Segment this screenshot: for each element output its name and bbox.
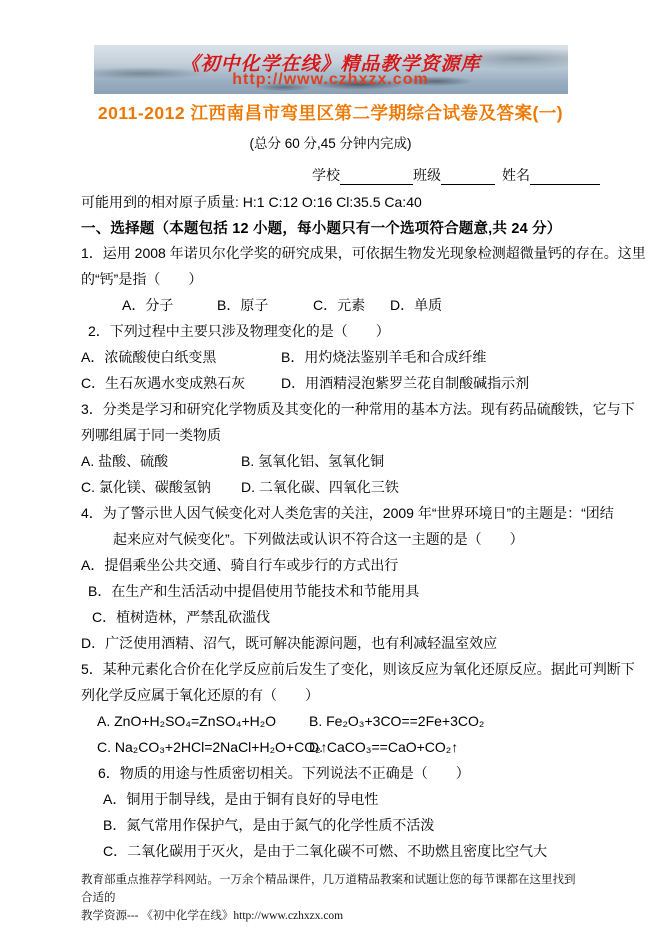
question-2 <box>81 318 580 396</box>
banner-site-title: 《初中化学在线》精品教学资源库 <box>180 54 481 75</box>
question-3-stem-line-1: 3．分类是学习和研究化学物质及其变化的一种常用的基本方法。现有药品硫酸铁，它与下 <box>81 401 635 417</box>
question-2-option-c: C．生石灰遇水变成熟石灰 <box>81 375 246 391</box>
question-5-option-a: A. ZnO+H₂SO₄=ZnSO₄+H₂O <box>97 713 277 729</box>
question-1-option-c: C．元素 <box>313 297 366 313</box>
question-5-stem-line-2: 列化学反应属于氧化还原的有（ ） <box>81 687 319 703</box>
question-1-option-b: B．原子 <box>217 297 269 313</box>
footer-line-2 <box>81 907 580 925</box>
banner-site-url: http://www.czhxzx.com <box>232 71 429 88</box>
atomic-mass-values: H:1 C:12 O:16 Cl:35.5 Ca:40 <box>242 194 422 210</box>
question-6 <box>81 760 580 864</box>
question-2-options-row-1 <box>81 344 580 370</box>
student-info-line <box>81 165 580 185</box>
class-label: 班级 <box>413 167 441 183</box>
question-3-option-a: A. 盐酸、硫酸 <box>81 453 169 469</box>
question-3-option-c: C. 氯化镁、碳酸氢钠 <box>81 479 211 495</box>
name-blank[interactable] <box>530 170 600 185</box>
question-5-option-d: D. CaCO₃==CaO+CO₂↑ <box>309 739 459 755</box>
question-4-option-c: C．植树造林，严禁乱砍滥伐 <box>92 609 271 625</box>
class-blank[interactable] <box>441 170 495 185</box>
exam-title: 2011-2012 江西南昌市弯里区第二学期综合试卷及答案(一) <box>97 103 564 123</box>
question-6-option-c: C．二氧化碳用于灭火，是由于二氧化碳不可燃、不助燃且密度比空气大 <box>103 843 548 859</box>
question-5-option-c: C. Na₂CO₃+2HCl=2NaCl+H₂O+CO₂↑ <box>97 739 328 755</box>
site-banner <box>94 45 568 94</box>
question-5-options-row-2 <box>81 734 580 760</box>
question-3-option-b: B. 氢氧化铝、氢氧化铜 <box>241 453 385 469</box>
question-4-option-b: B．在生产和生活活动中提倡使用节能技术和节能用具 <box>88 583 420 599</box>
question-3 <box>81 396 635 500</box>
footer-line-2-text: 教学资源--- 《初中化学在线》 <box>81 910 234 922</box>
footer-site-url: http://www.czhxzx.com <box>233 910 344 922</box>
question-5 <box>81 656 635 760</box>
question-6-option-a: A．铜用于制导线，是由于铜有良好的导电性 <box>103 791 379 807</box>
question-3-stem-line-2: 列哪组属于同一类物质 <box>81 427 221 443</box>
question-1-option-d: D．单质 <box>390 297 443 313</box>
question-3-option-d: D. 二氧化碳、四氧化三铁 <box>241 479 399 495</box>
question-1-stem-line-1: 1．运用 2008 年诺贝尔化学奖的研究成果，可依据生物发光现象检测超微量钙的存在。这里 <box>81 245 646 261</box>
school-label: 学校 <box>312 167 340 183</box>
question-5-option-b: B. Fe₂O₃+3CO==2Fe+3CO₂ <box>309 713 485 729</box>
question-4-option-d: D．广泛使用酒精、沼气，既可解决能源问题，也有利减轻温室效应 <box>81 635 498 651</box>
question-3-options-row-1 <box>81 448 580 474</box>
school-blank[interactable] <box>340 170 413 185</box>
atomic-mass-line <box>81 192 580 212</box>
section-heading: 一、选择题（本题包括 12 小题，每小题只有一个选项符合题意,共 24 分） <box>81 221 562 237</box>
question-2-option-b: B．用灼烧法鉴别羊毛和合成纤维 <box>281 349 487 365</box>
question-1-option-a: A．分子 <box>122 297 174 313</box>
question-5-stem-line-1: 5．某种元素化合价在化学反应前后发生了变化，则该反应为氧化还原反应。据此可判断下 <box>81 661 635 677</box>
question-4 <box>81 500 614 656</box>
atomic-mass-label: 可能用到的相对原子质量: <box>81 194 243 210</box>
name-label: 姓名 <box>502 167 530 183</box>
footer-line-1: 教育部重点推荐学科网站。一万余个精品课件，几万道精品教案和试题让您的每节课都在这里找到合适的 <box>81 874 576 904</box>
question-2-stem-line-1: 2．下列过程中主要只涉及物理变化的是（ ） <box>88 323 390 339</box>
question-1 <box>81 240 646 318</box>
question-2-option-a: A．浓硫酸使白纸变黑 <box>81 349 217 365</box>
question-4-stem-line-2: 起来应对气候变化”。下列做法或认识不符合这一主题的是（ ） <box>113 531 524 547</box>
exam-subtitle: (总分 60 分,45 分钟内完成) <box>249 136 412 151</box>
question-3-options-row-2 <box>81 474 580 500</box>
question-1-options <box>81 292 580 318</box>
question-5-options-row-1 <box>81 708 580 734</box>
question-4-stem-line-1: 4．为了警示世人因气候变化对人类危害的关注，2009 年“世界环境日”的主题是：“团结 <box>81 505 614 521</box>
question-1-stem-line-2: 的“钙”是指（ ） <box>81 271 203 287</box>
page-footer <box>81 871 580 925</box>
question-6-option-b: B．氮气常用作保护气，是由于氮气的化学性质不活泼 <box>103 817 435 833</box>
question-6-stem-line-1: 6．物质的用途与性质密切相关。下列说法不正确是（ ） <box>98 765 470 781</box>
question-2-option-d: D．用酒精浸泡紫罗兰花自制酸碱指示剂 <box>281 375 530 391</box>
question-4-option-a: A．提倡乘坐公共交通、骑自行车或步行的方式出行 <box>81 557 399 573</box>
question-2-options-row-2 <box>81 370 580 396</box>
